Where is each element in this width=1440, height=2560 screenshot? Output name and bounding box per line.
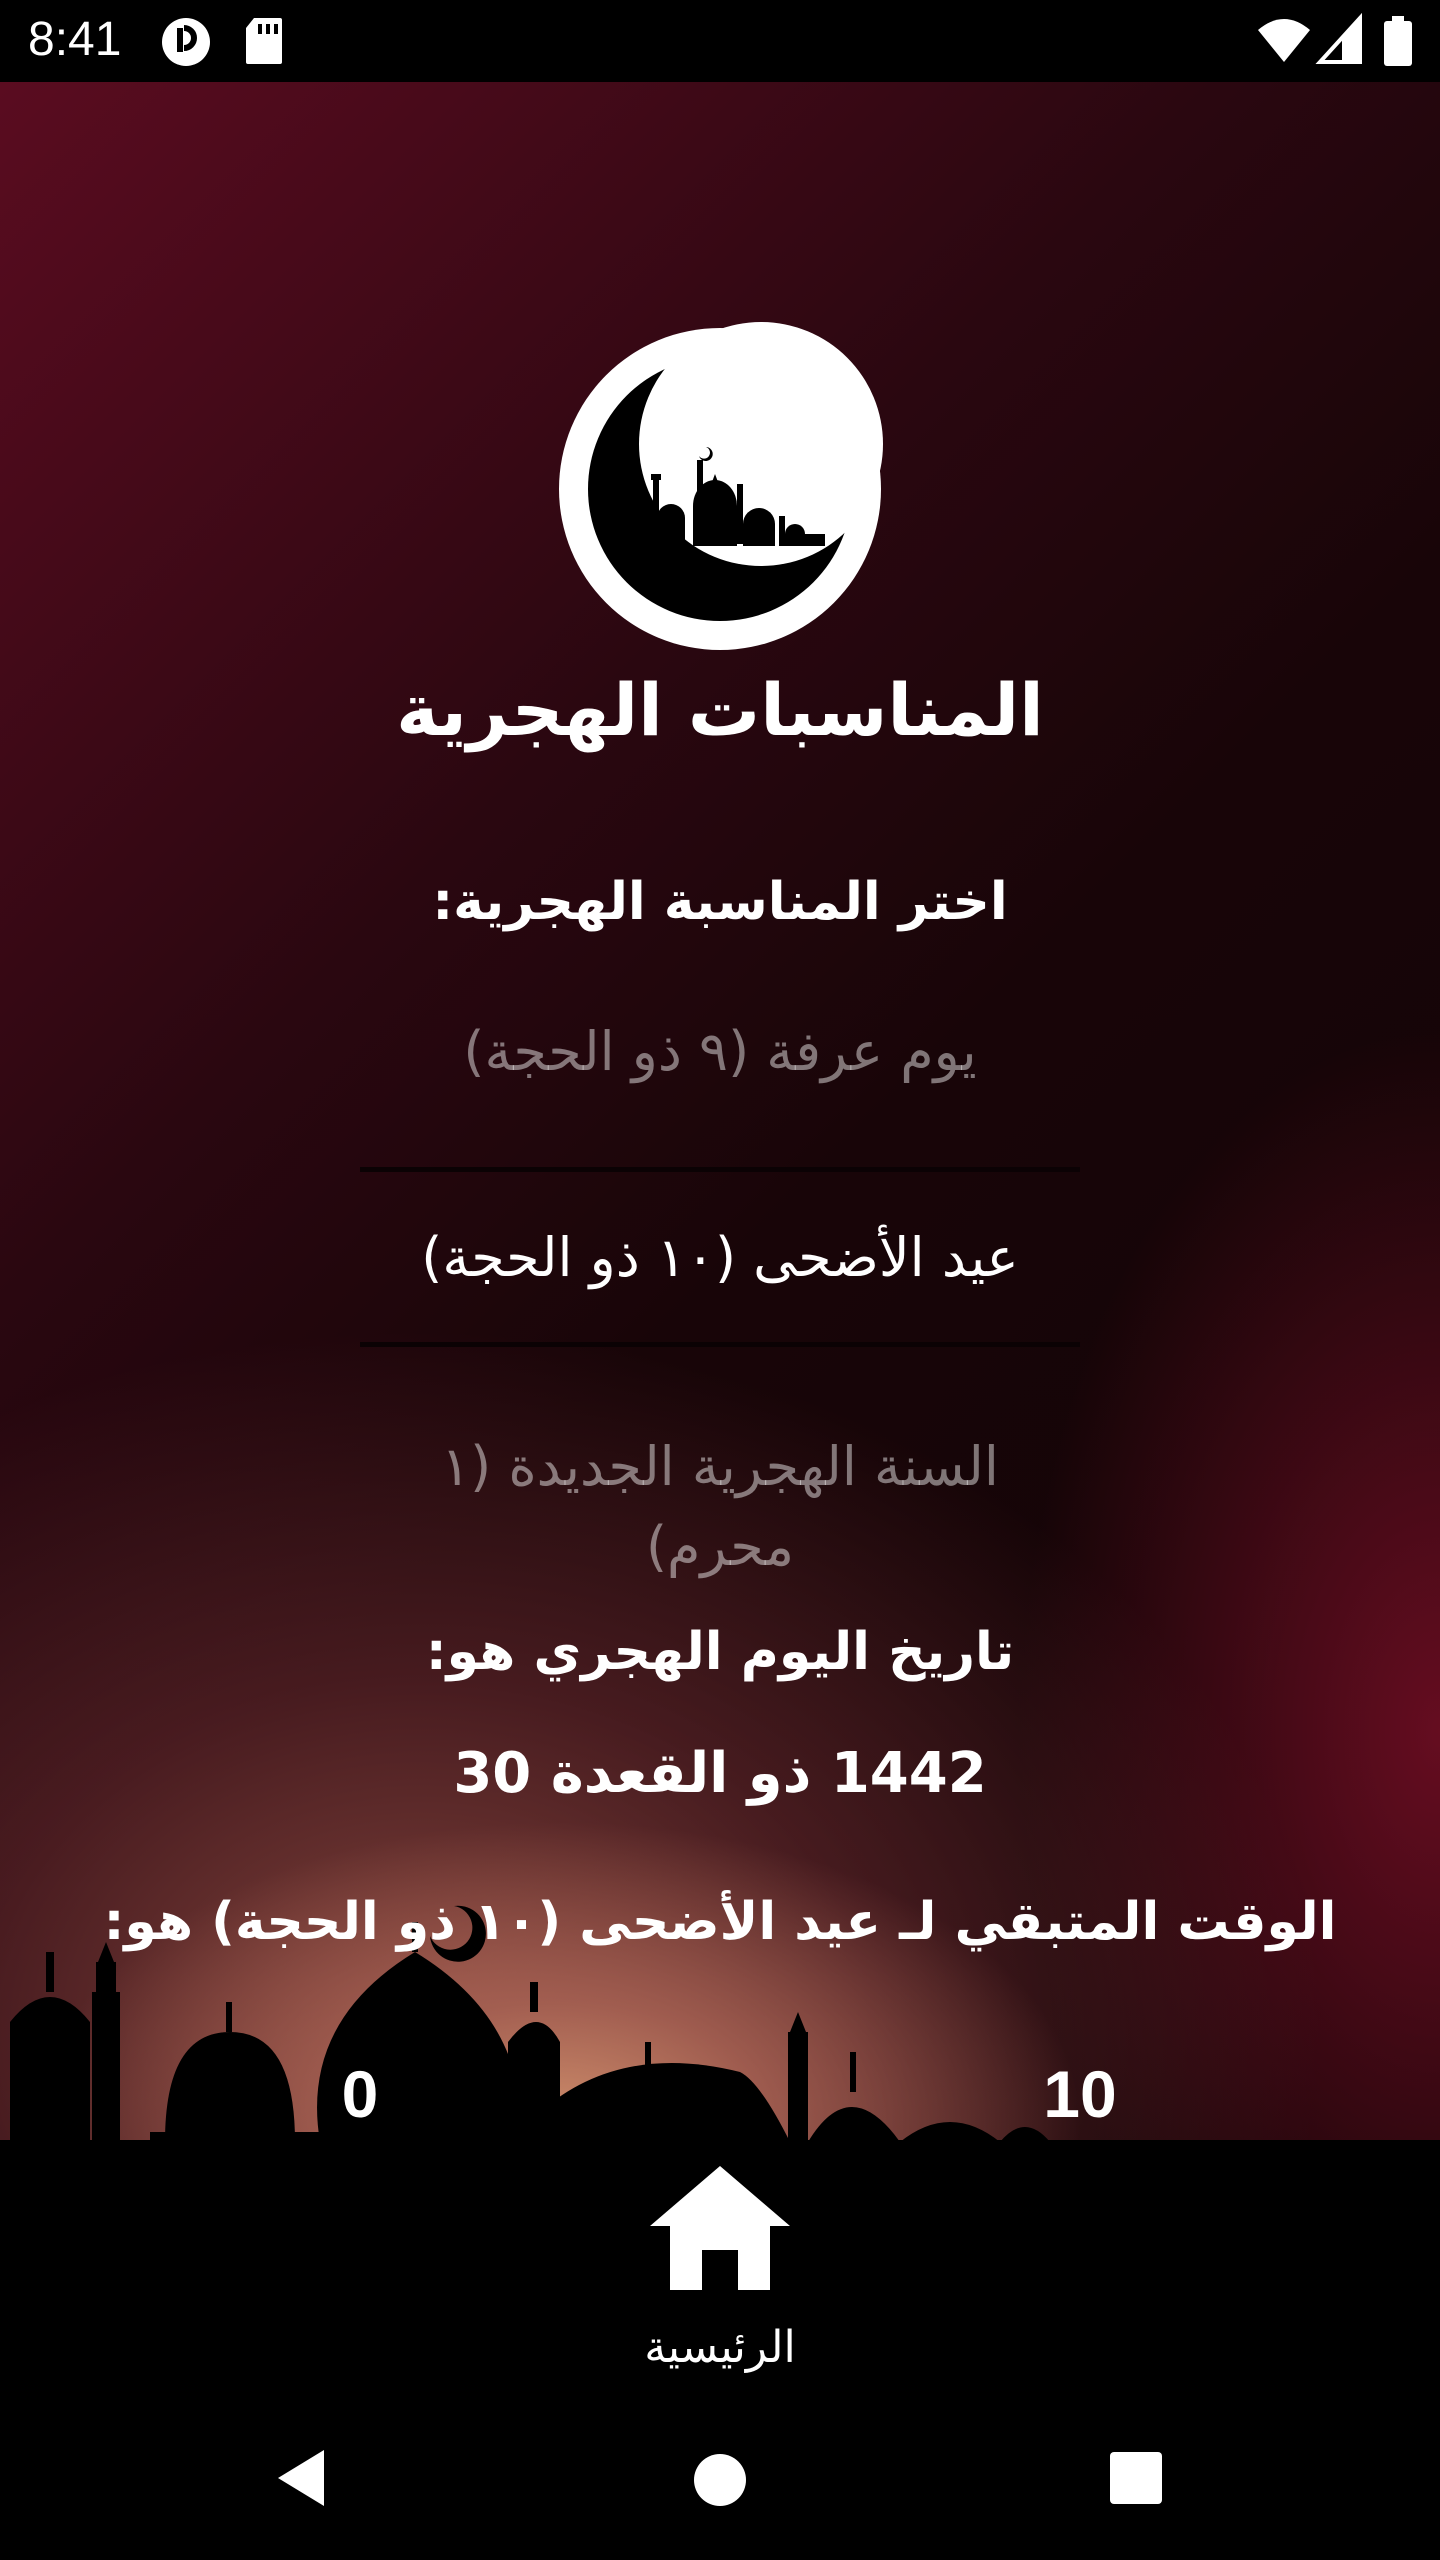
picker-option-arafah[interactable]: يوم عرفة (٩ ذو الحجة) [463,1020,977,1083]
picker-divider-bottom [360,1342,1080,1347]
wifi-icon [1256,16,1312,64]
sd-card-icon [244,16,284,66]
hijri-date-label: تاريخ اليوم الهجري هو: [425,1622,1015,1682]
home-circle-icon[interactable] [692,2452,748,2508]
battery-icon [1384,16,1412,66]
app-title: المناسبات الهجرية [396,668,1044,752]
status-bar [0,0,1440,82]
bottom-navigation [0,2140,1440,2416]
signal-icon [1318,16,1362,64]
home-icon [646,2162,794,2294]
notification-icon [160,16,216,68]
months-count: 0 [341,2057,379,2131]
picker-label: اختر المناسبة الهجرية: [432,872,1008,932]
remaining-time-label: الوقت المتبقي لـ عيد الأضحى (١٠ ذو الحجة) هو: [103,1892,1337,1952]
nav-item-home[interactable] [560,2140,880,2416]
picker-divider-top [360,1167,1080,1172]
nav-item-home-label: الرئيسية [644,2322,796,2373]
system-navigation-bar [0,2416,1440,2560]
status-time: 8:41 [28,13,122,66]
picker-option-new-year[interactable]: السنة الهجرية الجديدة (١ محرم) [441,1435,999,1578]
recents-icon[interactable] [1108,2450,1164,2506]
main-content [0,82,1440,2140]
crescent-mosque-logo [559,328,881,650]
picker-option-eid-adha-selected[interactable]: عيد الأضحى (١٠ ذو الحجة) [421,1226,1019,1289]
hijri-date-value: 1442 ذو القعدة 30 [453,1741,987,1806]
days-count: 10 [1043,2057,1117,2131]
back-icon[interactable] [272,2446,332,2510]
